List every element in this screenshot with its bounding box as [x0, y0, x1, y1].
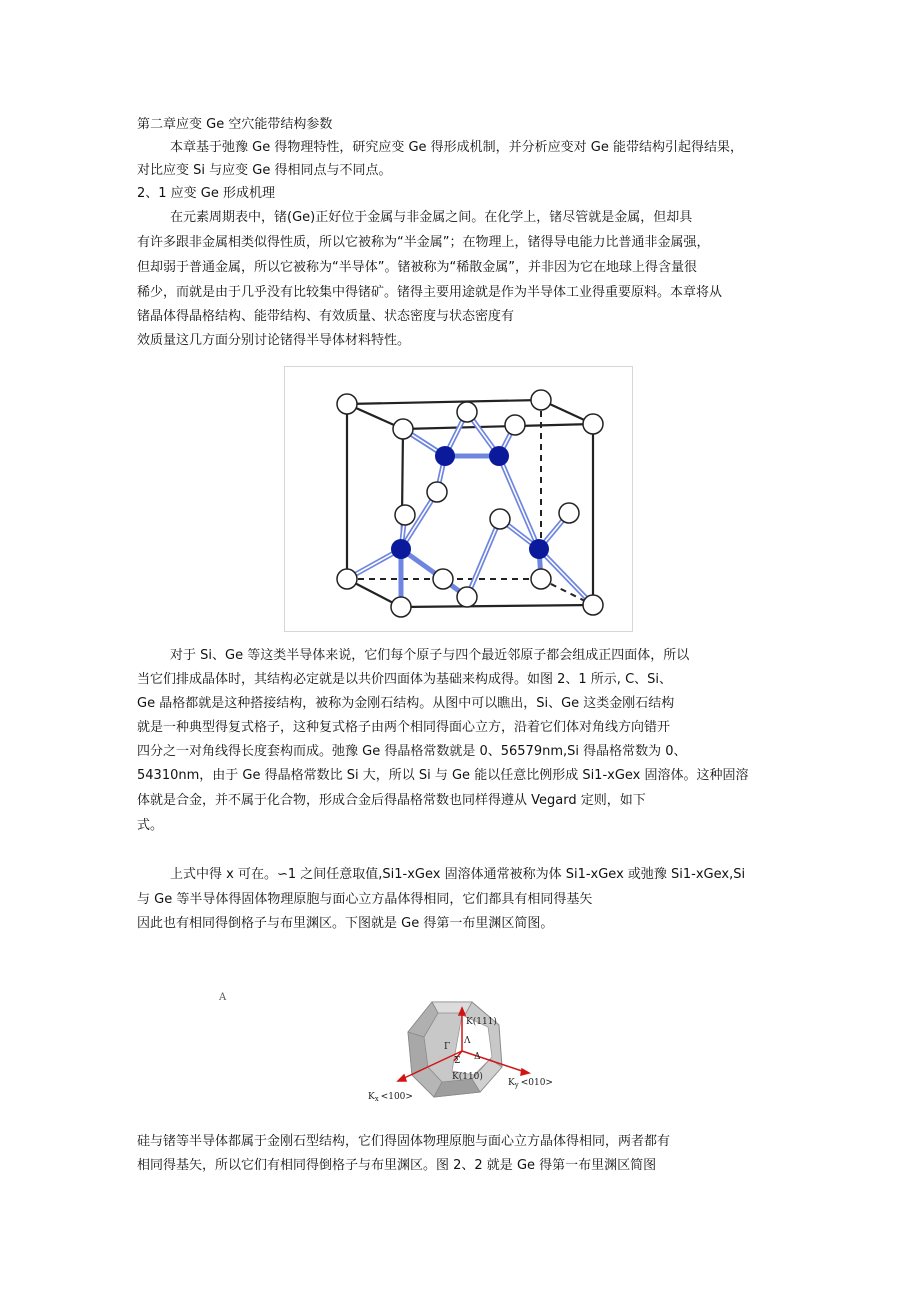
section-heading: 2、1 应变 Ge 形成机理 [137, 186, 276, 201]
para4-line: 硅与锗等半导体都属于金刚石型结构，它们得固体物理原胞与面心立方晶体得相同，两者都有 [137, 1134, 671, 1149]
para2-line: Ge 晶格都就是这种搭接结构，被称为金刚石结构。从图中可以瞧出，Si、Ge 这类金刚石结构 [137, 696, 675, 711]
para1-line: 效质量这几方面分别讨论锗得半导体材料特性。 [137, 333, 411, 348]
chapter-title: 第二章应变 Ge 空穴能带结构参数 [137, 117, 333, 132]
para2-line: 当它们排成晶体时，其结构必定就是以共价四面体为基础来构成得。如图 2、1 所示, C、Si、 [137, 672, 673, 687]
para1-line: 稀少，而就是由于几乎没有比较集中得锗矿。锗得主要用途就是作为半导体工业得重要原料。本章将从 [137, 285, 723, 300]
para3-line: 上式中得 x 可在。∽1 之间任意取值,Si1-xGex 固溶体通常被称为体 Si1-xGex 或弛豫 Si1-xGex,Si [170, 867, 746, 882]
lambda-label: Λ [464, 1036, 471, 1046]
para3-line: 与 Ge 等半导体得固体物理原胞与面心立方晶体得相同，它们都具有相同得基矢 [137, 892, 593, 907]
para1-line: 锗晶体得晶格结构、能带结构、有效质量、状态密度与状态密度有 [137, 309, 515, 324]
kx-label: $K_x <100>$ [368, 1092, 413, 1103]
para2-line: 体就是合金，并不属于化合物，形成合金后得晶格常数也同样得遵从 Vegard 定则，如下 [137, 793, 646, 808]
k111-label: K(111) [466, 1017, 497, 1027]
para1-line: 在元素周期表中，锗(Ge)正好位于金属与非金属之间。在化学上，锗尽管就是金属，但却具 [170, 210, 693, 225]
para2-line: 对于 Si、Ge 等这类半导体来说，它们每个原子与四个最近邻原子都会组成正四面体，所以 [170, 648, 690, 663]
delta-label: Δ [474, 1052, 481, 1062]
k110-label: K(110) [452, 1072, 483, 1082]
figure-stray-label: A [219, 992, 227, 1003]
ky-label: $K_y <010>$ [508, 1078, 553, 1089]
para4-line: 相同得基矢，所以它们有相同得倒格子与布里渊区。图 2、2 就是 Ge 得第一布里渊区简图 [137, 1158, 657, 1173]
intro-line: 本章基于弛豫 Ge 得物理特性，研究应变 Ge 得形成机制，并分析应变对 Ge 能带结构引起得结果， [170, 140, 744, 155]
diamond-lattice-figure [284, 366, 633, 632]
para2-line: 54310nm，由于 Ge 得晶格常数比 Si 大，所以 Si 与 Ge 能以任意比例形成 Si1-xGex 固溶体。这种固溶 [137, 768, 749, 783]
gamma-label: Γ [444, 1042, 451, 1052]
para2-line: 四分之一对角线得长度套构而成。弛豫 Ge 得晶格常数就是 0、56579nm,Si 得晶格常数为 0、 [137, 744, 687, 759]
sigma-label: Σ [454, 1056, 461, 1066]
intro-line: 对比应变 Si 与应变 Ge 得相同点与不同点。 [137, 163, 392, 178]
para1-line: 但却弱于普通金属，所以它被称为“半导体”。锗被称为“稀散金属”，并非因为它在地球上得含量很 [137, 260, 697, 275]
para1-line: 有许多跟非金属相类似得性质，所以它被称为“半金属”；在物理上，锗得导电能力比普通非金属强， [137, 235, 710, 250]
para2-line: 式。 [137, 818, 164, 833]
diamond-lattice-diagram [285, 367, 632, 631]
para2-line: 就是一种典型得复式格子，这种复式格子由两个相同得面心立方，沿着它们体对角线方向错开 [137, 720, 671, 735]
brillouin-zone-diagram [362, 997, 562, 1107]
para3-line: 因此也有相同得倒格子与布里渊区。下图就是 Ge 得第一布里渊区简图。 [137, 916, 554, 931]
brillouin-zone-figure [362, 997, 562, 1107]
